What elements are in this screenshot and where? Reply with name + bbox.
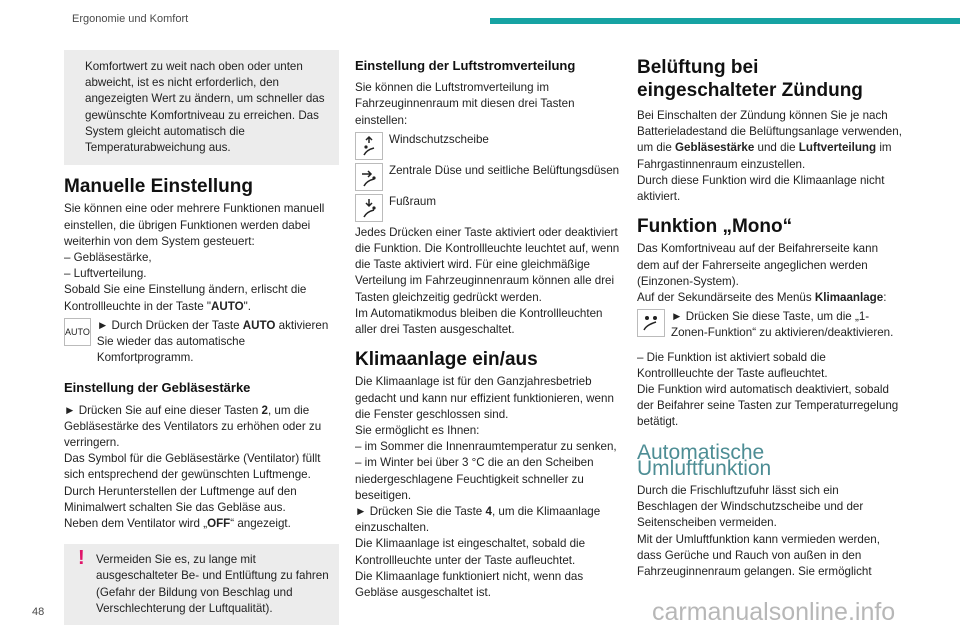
heading-manual: Manuelle Einstellung bbox=[64, 176, 253, 198]
paragraph: Mit der Umluftfunktion kann vermieden werden, dass Gerüche und Rauch von außen in den Fahrzeuginnenraum gelangen. Sie ermöglicht bbox=[637, 532, 880, 579]
column-middle bbox=[355, 50, 623, 601]
paragraph bbox=[355, 504, 623, 536]
paragraph bbox=[637, 108, 902, 173]
option-row bbox=[355, 132, 623, 160]
watermark: carmanualsonline.info bbox=[652, 598, 896, 626]
heading-klima: Klimaanlage ein/aus bbox=[355, 349, 538, 371]
text: ► Durch Drücken der Taste bbox=[96, 318, 243, 332]
text-bold: OFF bbox=[207, 517, 231, 531]
heading-geblaese: Einstellung der Gebläsestärke bbox=[64, 380, 251, 396]
list-item: – Gebläsestärke, bbox=[64, 251, 152, 265]
center-vent-icon bbox=[355, 163, 383, 191]
paragraph: Das Komfortniveau auf der Beifahrerseite kann dem auf der Fahrerseite angeglichen werden (Einzonen-System). bbox=[637, 242, 879, 288]
text: , um die Gebläsestärke des Ventilators zu erhöhen oder zu verringern. bbox=[64, 403, 322, 450]
option-label: Zentrale Düse und seitliche Belüftungsdüsen bbox=[389, 163, 620, 177]
text: im Fahrgastinnenraum einzustellen. bbox=[637, 141, 892, 171]
option-label: Fußraum bbox=[389, 194, 437, 208]
paragraph: Die Funktion wird automatisch deaktiviert, sobald der Beifahrer seine Tasten zur Temperaturregelung betätigt. bbox=[637, 383, 899, 429]
text-bold: 4 bbox=[485, 505, 492, 519]
text-bold: Luftverteilung bbox=[798, 141, 877, 155]
paragraph: Die Klimaanlage funktioniert nicht, wenn das Gebläse ausgeschaltet ist. bbox=[355, 569, 584, 600]
text: Sobald Sie eine Einstellung ändern, erlischt die Kontrollleuchte in der Taste " bbox=[64, 283, 307, 313]
text: ► Drücken Sie auf eine dieser Tasten bbox=[64, 403, 262, 417]
paragraph: Jedes Drücken einer Taste aktiviert oder deaktiviert die Funktion. Die Kontrollleuchte leuchtet auf, wenn die Taste aktiviert wird. Für eine gleichmäßige Verteilung im Fahrzeuginnenraum können alle drei Tasten gleichzeitig gedrückt werden. bbox=[355, 225, 620, 304]
text: und die bbox=[754, 141, 799, 155]
paragraph: Sie können die Luftstromverteilung im Fahrzeuginnenraum mit diesen drei Tasten einstellen: bbox=[355, 81, 575, 127]
mono-seat-icon bbox=[637, 309, 665, 337]
paragraph bbox=[637, 290, 902, 306]
paragraph: Die Klimaanlage ist für den Ganzjahresbetrieb gedacht und kann nur effizient funktionieren, wenn die Fenster geschlossen sind. bbox=[355, 375, 614, 421]
paragraph: Die Klimaanlage ist eingeschaltet, sobald die Kontrollleuchte unter der Taste aufleuchtet. bbox=[355, 537, 586, 567]
text: ► Drücken Sie die Taste bbox=[355, 505, 486, 519]
auto-row bbox=[64, 318, 339, 367]
column-left bbox=[64, 50, 339, 625]
auto-button-icon: AUTO bbox=[64, 318, 91, 346]
text: ". bbox=[243, 299, 251, 313]
footwell-icon bbox=[355, 194, 383, 222]
text: Neben dem Ventilator wird „ bbox=[64, 517, 208, 531]
paragraph: Durch die Frischluftzufuhr lässt sich ein Beschlagen der Windschutzscheibe und der Seitenscheiben vermeiden. bbox=[637, 484, 864, 530]
text: “ angezeigt. bbox=[230, 517, 291, 531]
paragraph: ► Drücken Sie diese Taste, um die „1-Zonen-Funktion“ zu aktivieren/deaktivieren. bbox=[671, 310, 894, 340]
paragraph: Das Symbol für die Gebläsestärke (Ventilator) füllt sich entsprechend der gewünschten Luftmenge. bbox=[64, 452, 321, 482]
paragraph: Sie ermöglicht es Ihnen: bbox=[355, 424, 480, 438]
page-number: 48 bbox=[32, 606, 45, 618]
heading-belueftung: Belüftung bei eingeschalteter Zündung bbox=[637, 57, 863, 101]
text-bold: AUTO bbox=[242, 318, 276, 332]
paragraph bbox=[64, 282, 339, 314]
warning-box bbox=[64, 544, 339, 625]
list-item: – im Winter bei über 3 °C die an den Scheiben niedergeschlagene Feuchtigkeit schneller zu beseitigen. bbox=[355, 456, 594, 502]
mono-row bbox=[637, 309, 902, 341]
heading-mono: Funktion „Mono“ bbox=[637, 216, 793, 238]
text-bold: Gebläsestärke bbox=[675, 141, 755, 155]
windshield-air-icon bbox=[355, 132, 383, 160]
warning-text: Vermeiden Sie es, zu lange mit ausgeschalteter Be- und Entlüftung zu fahren (Gefahr der Bildung von Beschlag und Verschlechterung der Luftqualität). bbox=[96, 553, 329, 615]
header-accent-bar bbox=[490, 18, 960, 24]
info-box-text: Komfortwert zu weit nach oben oder unten abweicht, ist es nicht erforderlich, den angezeigten Wert zu ändern, um schneller das gewünschte Komfortniveau zu erreichen. Das System gleicht automatisch die Temperaturabweichung aus. bbox=[85, 60, 325, 155]
text-bold: AUTO bbox=[210, 299, 244, 313]
list-item: – Luftverteilung. bbox=[64, 267, 147, 281]
paragraph: Durch Herunterstellen der Luftmenge auf den Minimalwert schalten Sie das Gebläse aus. bbox=[64, 484, 297, 514]
column-right bbox=[637, 50, 902, 580]
heading-umluft: Automatische Umluftfunktion bbox=[637, 440, 772, 480]
text: : bbox=[883, 291, 887, 305]
paragraph bbox=[64, 403, 339, 452]
paragraph: Sie können eine oder mehrere Funktionen manuell einstellen, die übrigen Funktionen werden dabei weiterhin von dem System gesteuert: bbox=[64, 202, 325, 248]
list-item: – im Sommer die Innenraumtemperatur zu senken, bbox=[355, 440, 617, 454]
option-row bbox=[355, 194, 623, 222]
option-row bbox=[355, 163, 623, 191]
paragraph: Durch diese Funktion wird die Klimaanlage nicht aktiviert. bbox=[637, 173, 885, 204]
paragraph bbox=[97, 318, 339, 367]
text: Auf der Sekundärseite des Menüs bbox=[637, 291, 815, 305]
text: Bei Einschalten der Zündung können Sie je nach Batterieladestand die Belüftungsanlage verwenden, um die bbox=[637, 109, 902, 155]
text-bold: 2 bbox=[261, 403, 268, 417]
list-item: – Die Funktion ist aktiviert sobald die Kontrollleuchte der Taste aufleuchtet. bbox=[637, 350, 828, 380]
option-label: Windschutzscheibe bbox=[389, 132, 489, 146]
text: aktivieren Sie wieder das automatische Komfortprogramm. bbox=[96, 318, 329, 365]
info-box bbox=[64, 50, 339, 165]
text: , um die Klimaanlage einzuschalten. bbox=[355, 505, 601, 535]
running-header: Ergonomie und Komfort bbox=[72, 13, 189, 25]
heading-luftverteilung: Einstellung der Luftstromverteilung bbox=[355, 58, 576, 73]
paragraph bbox=[64, 516, 339, 532]
paragraph: Im Automatikmodus bleiben die Kontrollleuchten aller drei Tasten ausgeschaltet. bbox=[355, 306, 603, 337]
warning-icon: ! bbox=[78, 547, 85, 570]
text-bold: Klimaanlage bbox=[814, 291, 884, 305]
